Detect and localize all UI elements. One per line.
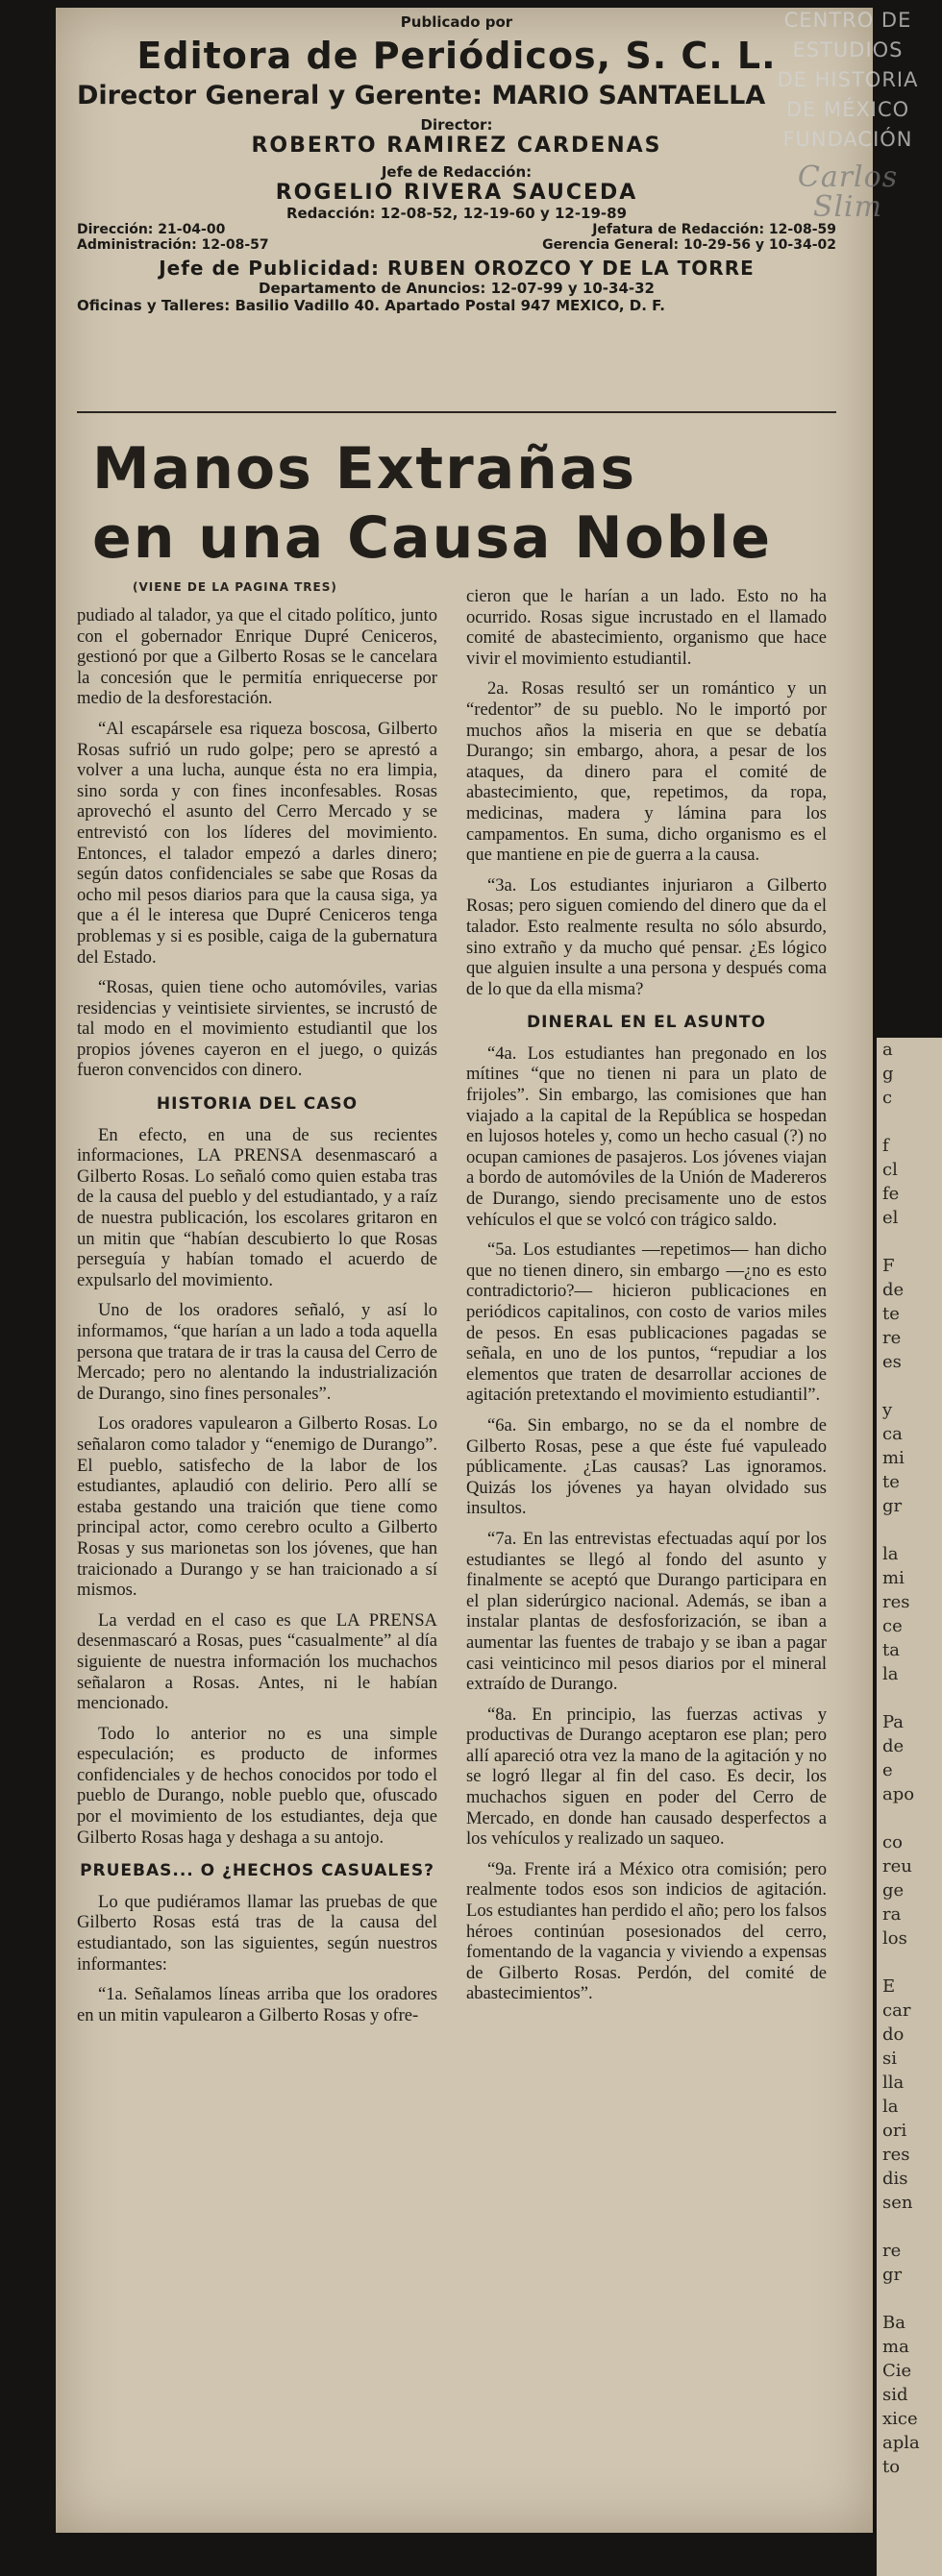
paragraph: “9a. Frente irá a México otra comisión; pero realmente todos esos son indicios de agitación. Los estudiantes han perdido el año; pero los falsos héroes continúan posesionados del cerro, fomentando de la vagancia y viviendo a expensas de Gilberto Rosas. Perdón, del comité de abastecimientos”.: [466, 1858, 827, 2004]
paragraph: Los oradores vapulearon a Gilberto Rosas. Lo señalaron como talador y “enemigo de Durango”. El pueblo, satisfecho de la labor de los estudiantes, aplaudió con delirio. Pero allí se estaba gestando una traición que tiene como principal actor, como cerebro oculto a Gilberto Rosas y sus marionetas son los jóvenes, que han traicionado a Durango y se han traicionado a sí mismos.: [77, 1413, 437, 1601]
paragraph: “8a. En principio, las fuerzas activas y productivas de Durango aceptaron ese plan; pero allí apareció otra vez la mano de la agitación y no se logró llegar al fin del caso. Es decir, los muchachos siguen en poder del Cerro de Mercado, en donde han causado desperfectos a los vehículos y realizado un saqueo.: [466, 1704, 827, 1850]
published-by: Publicado por: [400, 13, 513, 31]
direccion-phone: Dirección: 21-04-00: [77, 222, 226, 237]
phones-row: [77, 222, 836, 237]
director-general: Director General y Gerente: MARIO SANTAELLA: [77, 81, 766, 110]
paragraph: 2a. Rosas resultó ser un romántico y un “redentor” de su pueblo. No le importó por muchos años la miseria en que se debatía Durango; sin embargo, ahora, a pesar de los ataques, da dinero para el comité de abastecimiento, que, repetimos, da ropa, medicinas, madera y lámina para los campamentos. En suma, dicho organismo es el que mantiene en pie de guerra a la causa.: [466, 678, 827, 866]
paragraph: “Rosas, quien tiene ocho automóviles, varias residencias y veintisiete sirvientes, se incrustó de tal modo en el movimiento estudiantil que los propios jóvenes cayeron en el juego, o quizás fueron convencidos con dinero.: [77, 977, 437, 1081]
fragment-text: a g c f cl fe el F de te re es y ca mi te gr la mi res ce ta la Pa de e apo co reu ge ra los E car do si lla la ori res dis sen re gr Ba ma Cie sid xice apla to: [882, 1040, 920, 2477]
anuncios-phones: Departamento de Anuncios: 12-07-99 y 10-34-32: [259, 280, 655, 297]
subheading: PRUEBAS... O ¿HECHOS CASUALES?: [80, 1861, 434, 1881]
administracion-phone: Administración: 12-08-57: [77, 237, 269, 253]
watermark-line: DE MÉXICO: [785, 98, 910, 121]
article-headline: [92, 434, 823, 573]
paragraph: La verdad en el caso es que LA PRENSA desenmascaró a Rosas, pues “casualmente” al día siguiente de nuestra información los muchachos señalaron a Rosas. Antes, ni le habían mencionado.: [77, 1609, 437, 1714]
paragraph: “6a. Sin embargo, no se da el nombre de Gilberto Rosas, pese a que éste fué vapuleado públicamente. ¿Las causas? Las ignoramos. Quizás los jóvenes ya hayan olvidado sus insultos.: [466, 1414, 827, 1519]
paragraph: “1a. Señalamos líneas arriba que los oradores en un mitin vapulearon a Gilberto Rosas y ofre-: [77, 1984, 437, 2025]
article-column-right: [466, 586, 827, 2004]
paragraph: Todo lo anterior no es una simple especulación; es producto de informes confidenciales y de hechos conocidos por todo el pueblo de Durango, noble pueblo que, ofuscado por el movimiento de los estudiantes, deja que Gilberto Rosas haga y deshaga a su antojo.: [77, 1723, 437, 1848]
paragraph: Uno de los oradores señaló, y así lo informamos, “que harían a un lado a toda aquella persona que tratara de ir tras la causa del Cerro de Mercado; pero no alentando la industrialización de Durango, sino fines personales”.: [77, 1300, 437, 1404]
director-label: Director:: [420, 116, 493, 134]
watermark-signature: Carlos Slim: [797, 160, 899, 224]
watermark-line: DE HISTORIA: [777, 68, 919, 91]
chief-name: ROGELIO RIVERA SAUCEDA: [275, 181, 638, 205]
publisher-name: Editora de Periódicos, S. C. L.: [136, 35, 777, 77]
article-column-left: [77, 605, 437, 2025]
paragraph: pudiado al talador, ya que el citado político, junto con el gobernador Enrique Dupré Ceniceros, gestionó por que a Gilberto Rosas se le cancelara la concesión que le permitía enriquecerse por medio de la desforestación.: [77, 605, 437, 709]
redaccion-phones: Redacción: 12-08-52, 12-19-60 y 12-19-89: [285, 205, 628, 222]
watermark-line: FUNDACIÓN: [782, 128, 913, 151]
continued-note: (VIENE DE LA PAGINA TRES): [133, 580, 337, 594]
jefatura-phone: Jefatura de Redacción: 12-08-59: [592, 222, 836, 237]
paragraph: “3a. Los estudiantes injuriaron a Gilberto Rosas; pero siguen comiendo del dinero que da el talador. Esto realmente resulta no sólo absurdo, sino extraño y da mucho qué pensar. ¿Es lógico que alguien insulte a una persona y después coma de lo que da ella misma?: [466, 874, 827, 999]
watermark-line: ESTUDIOS: [792, 38, 904, 61]
paragraph: “Al escapársele esa riqueza boscosa, Gilberto Rosas sufrió un rudo golpe; pero se aprestó a volver a una lucha, aunque ésta no era limpia, sino sorda y con fines inconfesables. Rosas aprovechó el asunto del Cerro Mercado y se entrevistó con los líderes del movimiento. Entonces, el talador empezó a darles dinero; según datos confidenciales se sabe que Rosas da ocho mil pesos diarios para que la causa siga, ya que a él le interesa que Dupré Ceniceros tenga problemas y si es posible, caiga de la gubernatura del Estado.: [77, 718, 437, 968]
masthead-divider: [77, 411, 836, 413]
director-name: ROBERTO RAMIREZ CARDENAS: [251, 134, 662, 158]
masthead: [77, 13, 836, 314]
headline-line: en una Causa Noble: [92, 504, 773, 572]
paragraph: Lo que pudiéramos llamar las pruebas de que Gilberto Rosas está tras de la causa del estudiantado, son las siguientes, según nuestros informantes:: [77, 1891, 437, 1975]
phones-row: [77, 237, 836, 253]
publicidad-chief: Jefe de Publicidad: RUBEN OROZCO Y DE LA TORRE: [159, 257, 755, 280]
adjacent-clipping-fragment: [877, 1038, 942, 2576]
paragraph: cieron que le harían a un lado. Esto no ha ocurrido. Rosas sigue incrustado en el llamado comité de abastecimiento, organismo que hace vivir el movimiento estudiantil.: [466, 586, 827, 669]
gerencia-phone: Gerencia General: 10-29-56 y 10-34-02: [542, 237, 836, 253]
paragraph: “7a. En las entrevistas efectuadas aquí por los estudiantes se llegó al fondo del asunto y finalmente se aceptó que Durango participara en el plan siderúrgico nacional. Además, se iban a instalar plantas de desfosforización, se iban a aumentar las fuentes de trabajo y se iban a pagar casi veinticinco mil pesos diarios por el mineral extraído de Durango.: [466, 1528, 827, 1695]
paragraph: “5a. Los estudiantes —repetimos— han dicho que no tienen dinero, sin embargo —¿no es esto contradictorio?— hicieron publicaciones en periódicos capitalinos, con costo de varios miles de pesos. En esas publicaciones pagadas se señala, en uno de los puntos, “repudiar a los elementos que traten de desarrollar acciones de agitación pretextando el movimiento estudiantil”.: [466, 1239, 827, 1406]
paragraph: En efecto, en una de sus recientes informaciones, LA PRENSA desenmascaró a Gilberto Rosas. Lo señaló como quien estaba tras de la causa del pueblo y del estudiantado, y a raíz de nuestra publicación, los escolares gritaron en un mitin que “habían descubierto lo que Rosas perseguía y habían tomado el acuerdo de expulsarlo del movimiento.: [77, 1124, 437, 1290]
subheading: HISTORIA DEL CASO: [156, 1094, 359, 1115]
paragraph: “4a. Los estudiantes han pregonado en los mítines “que no tienen ni para un plato de frijoles”. Sin embargo, las comisiones que han viajado a la capital de la República se hospedan en lujosos hoteles y, como un hecho casual (?) no ocupan camiones de pasajeros. Los jóvenes viajan a bordo de automóviles de la Unión de Madereros de Durango, siendo precisamente uno de estos vehículos el que se volcó con trágico saldo.: [466, 1043, 827, 1230]
watermark-line: CENTRO DE: [783, 9, 912, 32]
headline-line: Manos Extrañas: [92, 435, 637, 503]
oficinas-address: Oficinas y Talleres: Basilio Vadillo 40. Apartado Postal 947 MEXICO, D. F.: [77, 297, 665, 314]
chief-label: Jefe de Redacción:: [381, 163, 533, 181]
subheading: DINERAL EN EL ASUNTO: [527, 1013, 766, 1033]
